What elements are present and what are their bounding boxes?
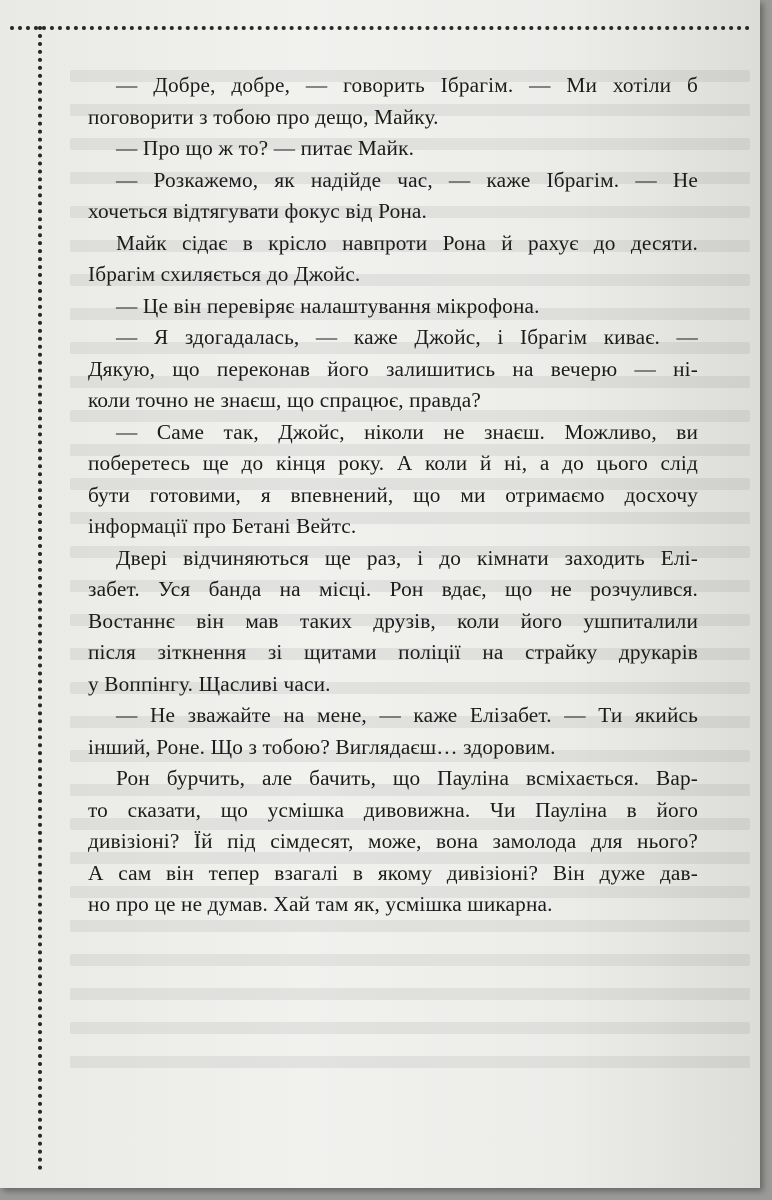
paragraph xyxy=(88,700,698,763)
text-line: дивізіоні? Їй під сімдесят, може, вона замолода для нього? xyxy=(88,829,698,853)
text-line: Ібрагім схиляється до Джойс. xyxy=(88,262,361,286)
text-line: — Добре, добре, — говорить Ібрагім. — Ми хотіли б xyxy=(116,73,698,97)
text-line: інший, Роне. Що з тобою? Виглядаєш… здоровим. xyxy=(88,734,556,759)
body-text xyxy=(88,70,698,921)
text-line: коли точно не знаєш, що спрацює, правда? xyxy=(88,388,481,412)
paragraph xyxy=(88,763,698,921)
text-line: — Розкажемо, як надійде час, — каже Ібрагім. — Не xyxy=(116,167,698,192)
text-line: поберетесь ще до кінця року. А коли й ні, а до цього слід xyxy=(88,451,698,475)
text-line: Двері відчиняються ще раз, і до кімнати заходить Елі- xyxy=(116,545,698,570)
paragraph xyxy=(88,133,698,165)
paragraph xyxy=(88,322,698,417)
paragraph xyxy=(88,417,698,543)
text-line: після зіткнення зі щитами поліції на страйку друкарів xyxy=(88,640,698,664)
paragraph xyxy=(88,228,698,291)
text-line: — Саме так, Джойс, ніколи не знаєш. Можливо, ви xyxy=(116,419,698,444)
text-line: бути готовими, я впевнений, що ми отримаємо досхочу xyxy=(88,482,698,507)
text-line: то сказати, що усмішка дивовижна. Чи Пауліна в його xyxy=(88,797,698,822)
text-line: — Не зважайте на мене, — каже Елізабет. — Ти якийсь xyxy=(116,703,698,727)
text-line: Майк сідає в крісло навпроти Рона й рахує до десяти. xyxy=(116,230,698,255)
text-line: — Я здогадалась, — каже Джойс, і Ібрагім киває. — xyxy=(116,325,698,349)
text-line: — Про що ж то? — питає Майк. xyxy=(116,136,415,160)
text-line: забет. Уся банда на місці. Рон вдає, що не розчулився. xyxy=(88,577,698,601)
text-line: но про це не думав. Хай там як, усмішка шикарна. xyxy=(88,892,553,916)
text-line: у Воппінгу. Щасливі часи. xyxy=(88,671,331,696)
paragraph xyxy=(88,165,698,228)
text-line: інформації про Бетані Вейтс. xyxy=(88,514,357,538)
text-line: поговорити з тобою про дещо, Майку. xyxy=(88,104,439,129)
paragraph xyxy=(88,291,698,323)
text-line: Рон бурчить, але бачить, що Пауліна всміхається. Вар- xyxy=(116,766,698,790)
text-line: Дякую, що переконав його залишитись на вечерю — ні- xyxy=(88,356,698,381)
text-line: Востаннє він мав таких друзів, коли його ушпиталили xyxy=(88,608,698,633)
text-line: А сам він тепер взагалі в якому дивізіоні? Він дуже дав- xyxy=(88,860,698,885)
paragraph xyxy=(88,70,698,133)
paragraph xyxy=(88,543,698,701)
text-line: хочеться відтягувати фокус від Рона. xyxy=(88,199,427,223)
dotted-cut-line-left xyxy=(38,26,42,1171)
text-line: — Це він перевіряє налаштування мікрофона. xyxy=(116,293,540,318)
dotted-cut-line-top xyxy=(10,26,750,30)
